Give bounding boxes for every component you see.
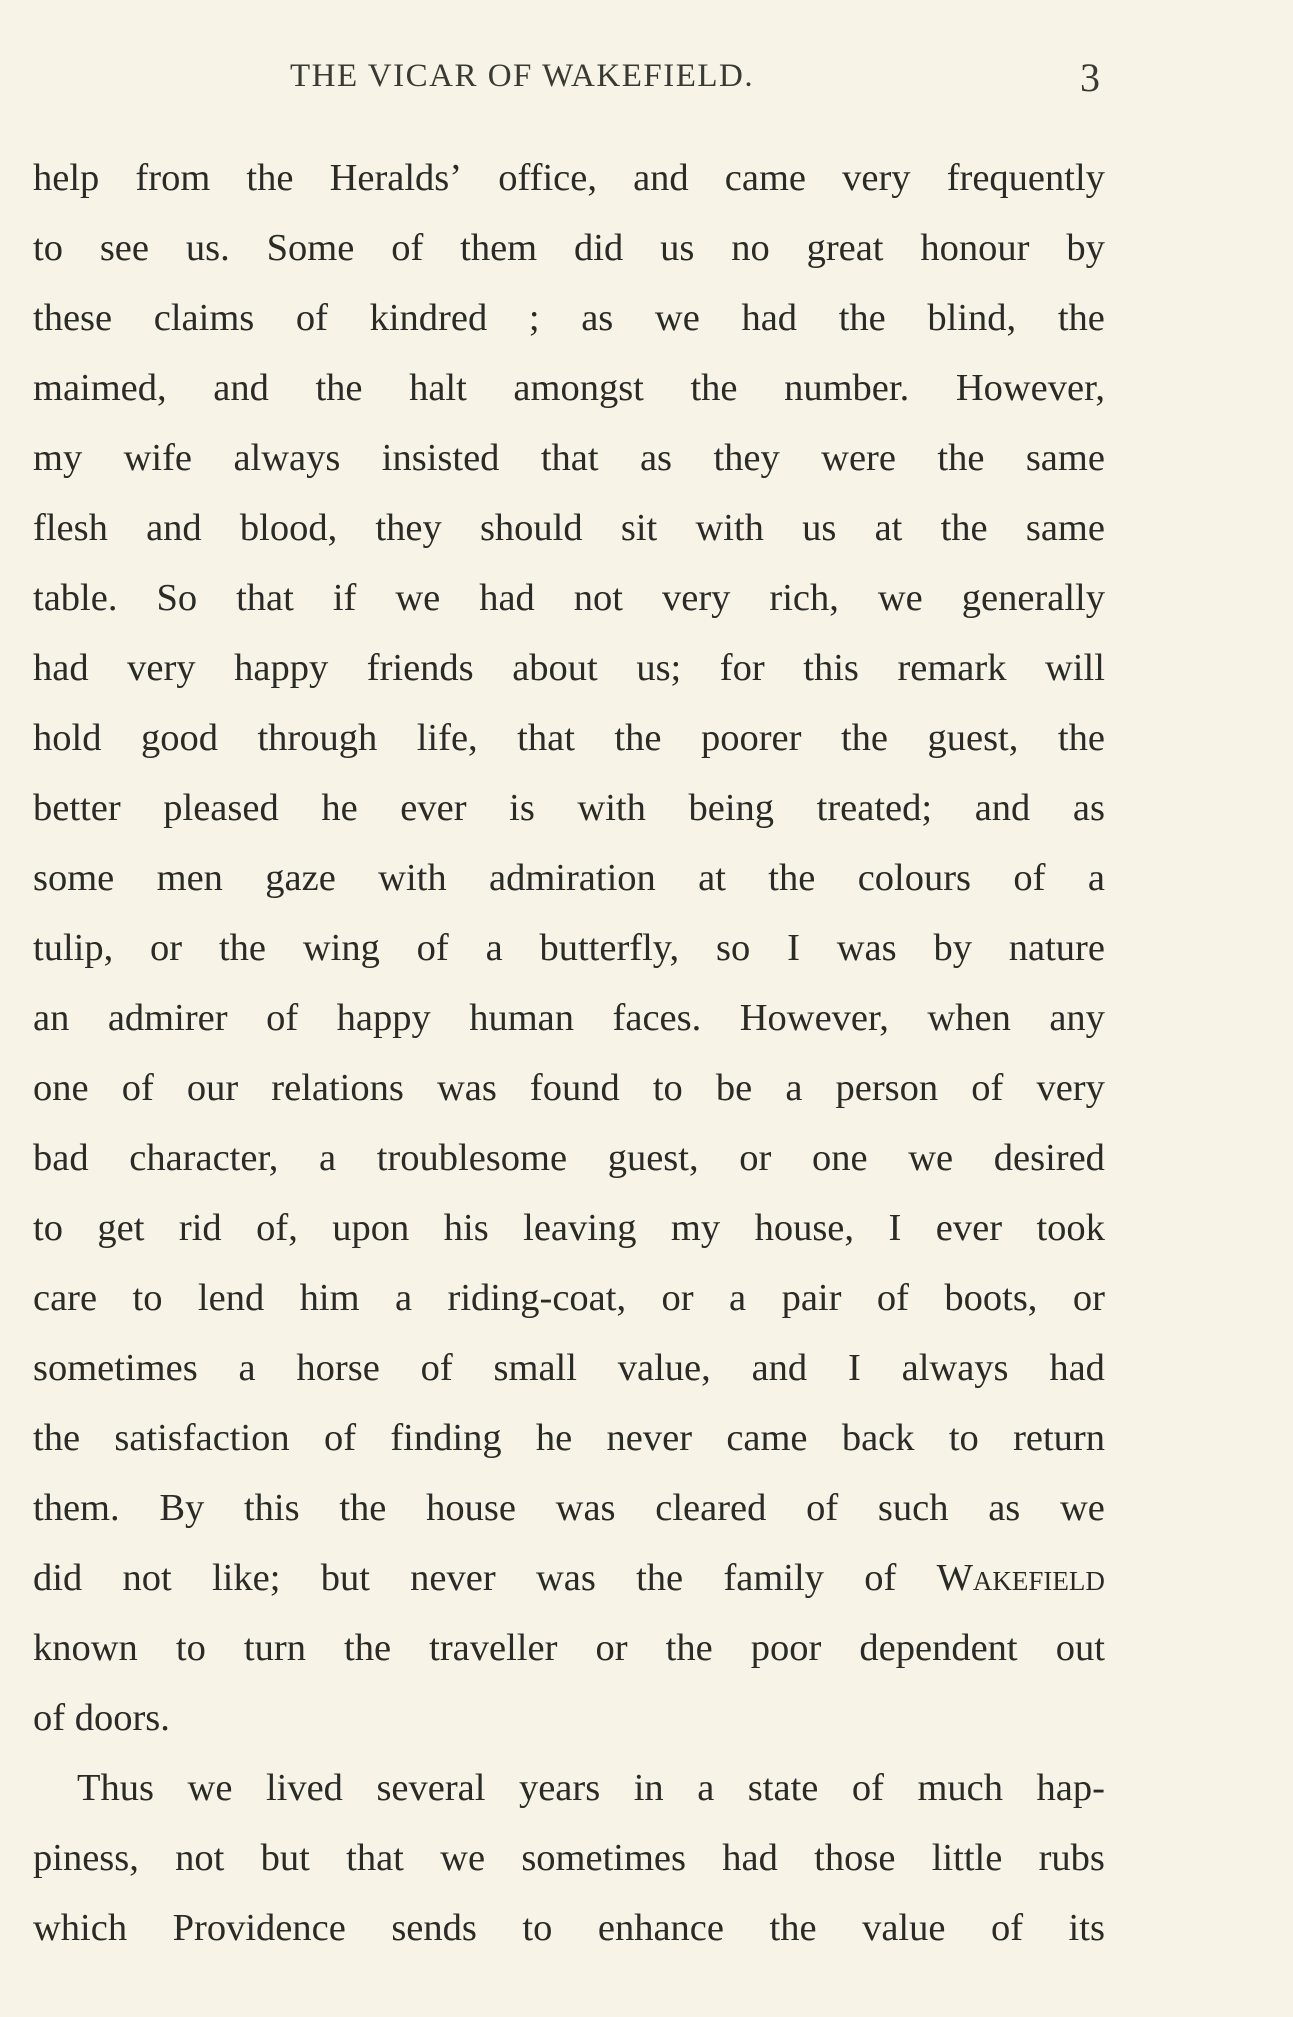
text-line: of doors. [33,1697,170,1739]
text-line: hold good through life, that the poorer the guest, the [33,717,1105,759]
text-line: maimed, and the halt amongst the number. However, [33,367,1105,409]
text-line: did not like; but never was the family of Wakefield [33,1557,1105,1599]
text-line: table. So that if we had not very rich, we generally [33,577,1105,619]
text-line: piness, not but that we sometimes had those little rubs [33,1837,1105,1879]
text-line: care to lend him a riding-coat, or a pair of boots, or [33,1277,1105,1319]
body-text [33,143,1105,1963]
text-line: better pleased he ever is with being treated; and as [33,787,1105,829]
text-line: flesh and blood, they should sit with us at the same [33,507,1105,549]
text-line: tulip, or the wing of a butterfly, so I was by nature [33,927,1105,969]
text-line: bad character, a troublesome guest, or one we desired [33,1137,1105,1179]
text-line: help from the Heralds’ office, and came very frequently [33,157,1105,199]
running-head [0,55,1293,108]
text-line: an admirer of happy human faces. However, when any [33,997,1105,1039]
text-line: to see us. Some of them did us no great honour by [33,227,1105,269]
text-line: my wife always insisted that as they were the same [33,437,1105,479]
text-line: had very happy friends about us; for this remark will [33,647,1105,689]
text-line: Thus we lived several years in a state of much hap- [77,1767,1105,1809]
page-number: 3 [1080,55,1100,100]
text-line: the satisfaction of finding he never came back to return [33,1417,1105,1459]
text-line: sometimes a horse of small value, and I always had [33,1347,1105,1389]
text-line: one of our relations was found to be a person of very [33,1067,1105,1109]
running-title: THE VICAR OF WAKEFIELD. [290,58,755,94]
text-line: to get rid of, upon his leaving my house, I ever took [33,1207,1105,1249]
text-line: these claims of kindred ; as we had the blind, the [33,297,1105,339]
text-line: which Providence sends to enhance the value of its [33,1907,1105,1949]
text-line: them. By this the house was cleared of such as we [33,1487,1105,1529]
text-line: known to turn the traveller or the poor dependent out [33,1627,1105,1669]
text-line: some men gaze with admiration at the colours of a [33,857,1105,899]
